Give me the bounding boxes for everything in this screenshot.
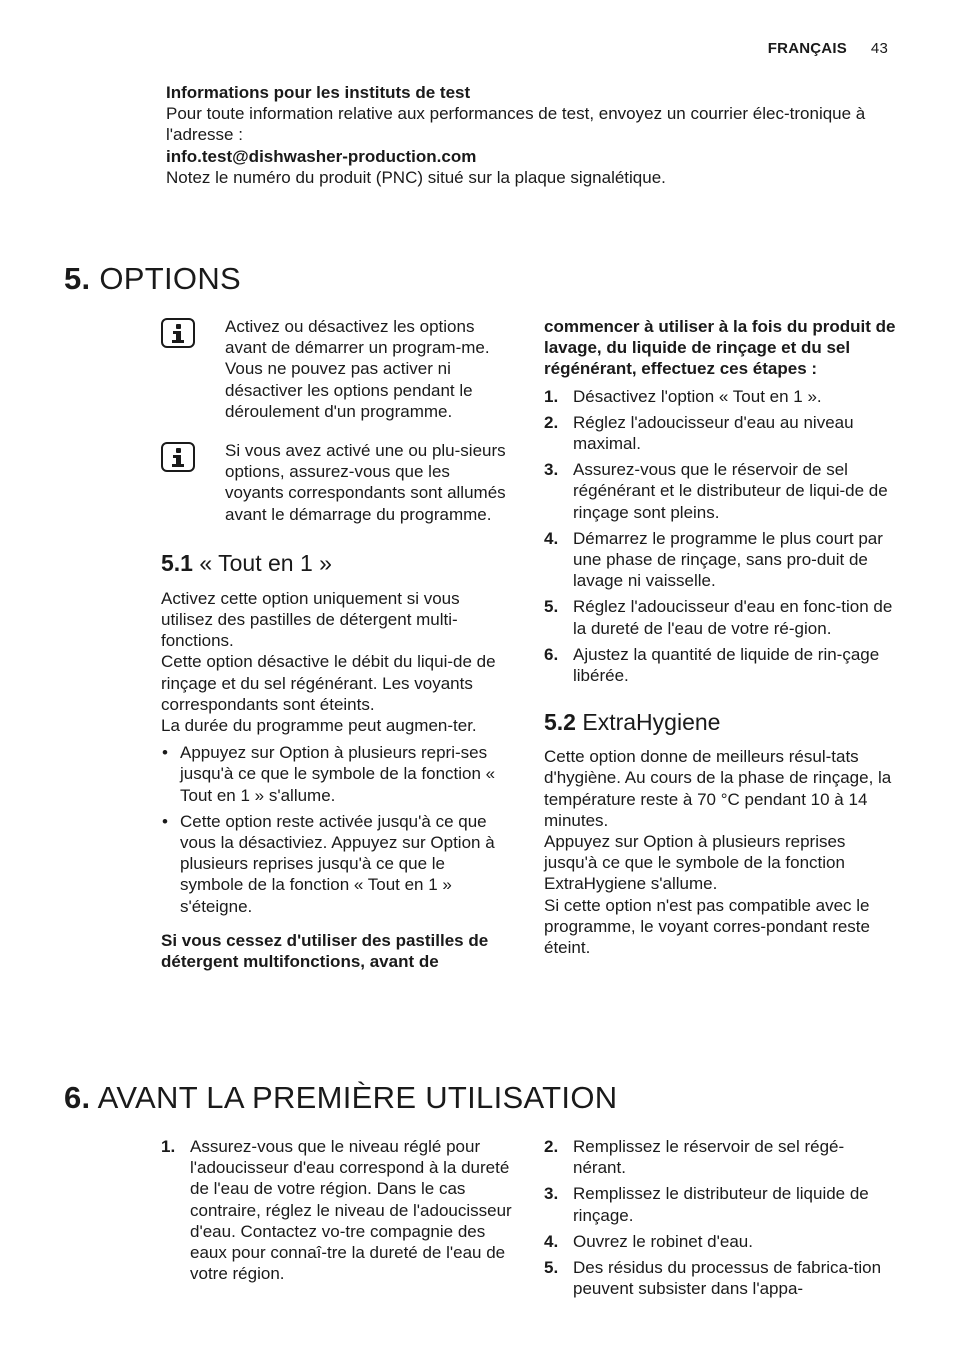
subsection-5-1-heading	[161, 549, 513, 577]
step-number: 6.	[544, 644, 559, 664]
bold-intro-part-a: Si vous cessez d'utiliser des pastilles de détergent multifonctions, avant de	[161, 930, 489, 972]
paragraph: La durée du programme peut augmen-ter.	[161, 716, 477, 736]
section-number: 5.	[64, 261, 91, 296]
info-icon	[161, 442, 195, 472]
section-5-left-column	[161, 316, 513, 972]
section-6-left-column	[161, 1136, 513, 1289]
step-number: 3.	[544, 460, 559, 480]
test-info-email[interactable]: info.test@dishwasher-production.com	[166, 146, 477, 166]
paragraph: Cette option désactive le débit du liqui-de de rinçage et du sel régénérant. Les voyants correspondants sont éteints.	[161, 652, 496, 714]
steps-list	[544, 386, 896, 687]
subsection-title: ExtraHygiene	[582, 709, 721, 736]
step-item	[544, 1183, 896, 1225]
step-text: Ajustez la quantité de liquide de rin-çage libérée.	[573, 644, 880, 686]
info-note-text: Si vous avez activé une ou plu-sieurs options, assurez-vous que les voyants correspondants sont allumés avant le démarrage du programme.	[225, 441, 506, 524]
step-number: 4.	[544, 1231, 559, 1251]
info-note-text: Activez ou désactivez les options avant de démarrer un program-me. Vous ne pouvez pas activer ni désactiver les options pendant le déroulement d'un programme.	[225, 317, 490, 421]
step-item	[544, 596, 896, 638]
step-item	[544, 1136, 896, 1178]
test-info-text: Pour toute information relative aux performances de test, envoyez un courrier élec-tronique à l'adresse :	[166, 104, 866, 145]
step-item	[544, 459, 896, 523]
section-5-right-column	[544, 316, 896, 958]
bold-intro-part-b: commencer à utiliser à la fois du produit de lavage, du liquide de rinçage et du sel régénérant, effectuez ces étapes :	[544, 317, 896, 379]
step-text: Assurez-vous que le réservoir de sel régénérant et le distributeur de liqui-de de rinçage sont pleins.	[573, 460, 888, 522]
section-title: AVANT LA PREMIÈRE UTILISATION	[97, 1080, 618, 1115]
step-text: Ouvrez le robinet d'eau.	[573, 1231, 753, 1251]
step-item	[544, 1257, 896, 1299]
subsection-5-2-heading	[544, 708, 896, 736]
paragraph: Appuyez sur Option à plusieurs reprises jusqu'à ce que le symbole de la fonction ExtraHygiene s'allume.	[544, 832, 846, 894]
step-number: 1.	[161, 1137, 176, 1156]
step-number: 1.	[544, 386, 559, 406]
language-label: FRANÇAIS	[767, 40, 847, 57]
test-info-block	[166, 82, 886, 188]
info-note-1	[161, 316, 513, 422]
step-item	[544, 528, 896, 592]
step-text: Assurez-vous que le niveau réglé pour l'adoucisseur d'eau correspond à la dureté de l'eau de votre région. Dans le cas contraire, réglez le niveau de l'adoucisseur d'eau. Contactez vo-tre compagnie des eaux pour connaî-tre la dureté de l'eau de votre région.	[190, 1137, 512, 1284]
subsection-5-1-body	[161, 588, 513, 972]
subsection-number: 5.2	[544, 709, 576, 736]
step-text: Désactivez l'option « Tout en 1 ».	[573, 386, 822, 406]
page-header	[768, 38, 888, 59]
step-text: Remplissez le distributeur de liquide de rinçage.	[573, 1184, 869, 1225]
section-6-right-column	[544, 1136, 896, 1304]
list-item: • Appuyez sur Option à plusieurs repri-ses jusqu'à ce que le symbole de la fonction « Tout en 1 » s'allume.	[162, 743, 496, 805]
step-item	[544, 386, 896, 407]
step-item	[544, 412, 896, 454]
section-6-heading	[64, 1080, 617, 1116]
steps-list	[544, 1136, 896, 1299]
steps-list	[161, 1136, 513, 1284]
step-number: 2.	[544, 1137, 559, 1156]
step-text: Réglez l'adoucisseur d'eau en fonc-tion de la dureté de l'eau de votre ré-gion.	[573, 597, 893, 638]
step-text: Des résidus du processus de fabrica-tion peuvent subsister dans l'appa-	[573, 1258, 882, 1299]
info-icon	[161, 318, 195, 348]
subsection-title: « Tout en 1 »	[199, 549, 332, 576]
step-text: Remplissez le réservoir de sel régé-nérant.	[573, 1137, 845, 1178]
list-item: • Cette option reste activée jusqu'à ce que vous la désactiviez. Appuyez sur Option à plusieurs reprises jusqu'à ce que le symbole de la fonction « Tout en 1 » s'éteigne.	[162, 811, 495, 916]
subsection-5-2-body	[544, 746, 896, 958]
bullet-list	[161, 742, 513, 917]
step-text: Démarrez le programme le plus court par une phase de rinçage, sans pro-duit de lavage ni vaisselle.	[573, 528, 883, 591]
step-number: 4.	[544, 528, 559, 548]
step-number: 5.	[544, 1258, 559, 1278]
section-5-heading	[64, 261, 241, 297]
info-note-2	[161, 440, 513, 525]
step-item	[544, 1231, 896, 1252]
paragraph: Si cette option n'est pas compatible avec le programme, le voyant corres-pondant reste éteint.	[544, 895, 870, 958]
paragraph: Activez cette option uniquement si vous utilisez des pastilles de détergent multi-fonctions.	[161, 588, 460, 651]
subsection-number: 5.1	[161, 549, 193, 576]
section-title: OPTIONS	[99, 261, 242, 296]
step-text: Réglez l'adoucisseur d'eau au niveau maximal.	[573, 412, 854, 454]
bullet-icon: •	[162, 743, 168, 763]
test-info-title: Informations pour les instituts de test	[166, 83, 471, 102]
step-number: 2.	[544, 412, 559, 432]
step-number: 3.	[544, 1184, 559, 1204]
step-item	[161, 1136, 513, 1284]
paragraph: Cette option donne de meilleurs résul-tats d'hygiène. Au cours de la phase de rinçage, la température reste à 70 °C pendant 10 à 14 minutes.	[544, 747, 892, 830]
step-item	[544, 644, 896, 686]
section-number: 6.	[64, 1080, 91, 1115]
step-number: 5.	[544, 597, 559, 617]
bullet-icon: •	[162, 811, 168, 831]
page-number: 43	[870, 40, 888, 57]
test-info-note: Notez le numéro du produit (PNC) situé sur la plaque signalétique.	[166, 167, 666, 187]
